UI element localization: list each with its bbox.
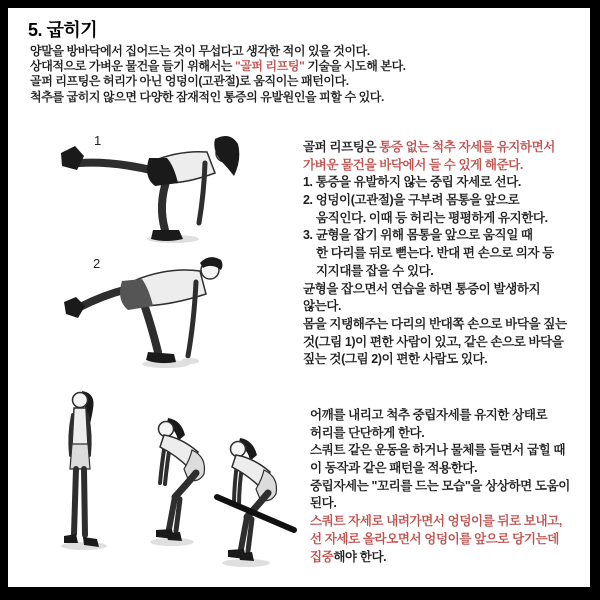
text-line: 골퍼 리프팅은 통증 없는 척추 자세를 유지하면서 <box>303 140 555 154</box>
text-line: 움직인다. 이때 등 허리는 평평하게 유지한다. <box>316 210 548 225</box>
golfer-lift-figure-1-illustration <box>55 133 250 248</box>
text-line: 것(그림 1)이 편한 사람이 있고, 같은 손으로 바닥을 <box>303 334 564 349</box>
text-line: 허리를 단단하게 한다. <box>310 425 425 440</box>
text-line: 몸을 지탱해주는 다리의 반대쪽 손으로 바닥을 짚는 <box>303 316 567 331</box>
golfer-lift-figure-2-illustration <box>60 252 235 372</box>
text-line: 척추를 굽히지 않으면 다양한 잠재적인 통증의 유발원인을 피할 수 있다. <box>30 89 384 104</box>
document-page <box>8 8 590 587</box>
text-line: 한 다리를 뒤로 뻗는다. 반대 편 손으로 의자 등 <box>316 246 554 261</box>
text-line: 골퍼 리프팅은 허리가 아닌 엉덩이(고관절)로 움직이는 패턴이다. <box>30 74 349 89</box>
text-line: 중립자세는 "꼬리를 드는 모습"을 상상하면 도움이 <box>310 478 570 493</box>
text-line: 스쿼트 같은 운동을 하거나 물체를 들면서 굽힐 때 <box>310 443 566 458</box>
text-line: 스쿼트 자세로 내려가면서 엉덩이를 뒤로 보내고, <box>310 514 562 529</box>
text-line: 균형을 잡으면서 연습을 하면 통증이 발생하지 <box>303 281 541 296</box>
page-title: 5. 굽히기 <box>28 20 98 40</box>
text-line: 지지대를 잡을 수 있다. <box>316 263 434 278</box>
text-line: 2. 엉덩이(고관절)을 구부려 몸통을 앞으로 <box>303 193 520 208</box>
text-line: 1. 통증을 유발하지 않는 중립 자세로 선다. <box>303 175 521 190</box>
squat-sequence-illustration <box>40 385 310 575</box>
text-line: 않는다. <box>303 299 342 314</box>
text-line: 이 동작과 같은 패턴을 적용한다. <box>310 461 478 476</box>
text-line: 양말을 방바닥에서 집어드는 것이 무섭다고 생각한 적이 있을 것이다. <box>30 44 370 58</box>
text-line: 짚는 것(그림 2)이 편한 사람도 있다. <box>303 352 488 367</box>
text-line: 된다. <box>310 496 337 511</box>
intro-paragraph <box>30 44 406 105</box>
text-line: 집중해야 한다. <box>310 549 387 564</box>
figure-1-label: 1 <box>94 133 102 148</box>
text-line: 어깨를 내리고 척추 중립자세를 유지한 상태로 <box>310 408 548 422</box>
text-line: 상대적으로 가벼운 물건을 들기 위해서는 "골퍼 리프팅" 기술을 시도해 본다. <box>30 59 406 74</box>
squat-guidance <box>310 407 570 566</box>
text-line: 가벼운 물건을 바닥에서 들 수 있게 해준다. <box>303 157 523 172</box>
figure-2-label: 2 <box>93 256 101 271</box>
text-line: 선 자세로 올라오면서 엉덩이를 앞으로 당기는데 <box>310 531 559 546</box>
text-line: 3. 균형을 잡기 위해 몸통을 앞으로 움직일 때 <box>303 228 533 243</box>
golfer-lift-instructions <box>303 139 567 369</box>
